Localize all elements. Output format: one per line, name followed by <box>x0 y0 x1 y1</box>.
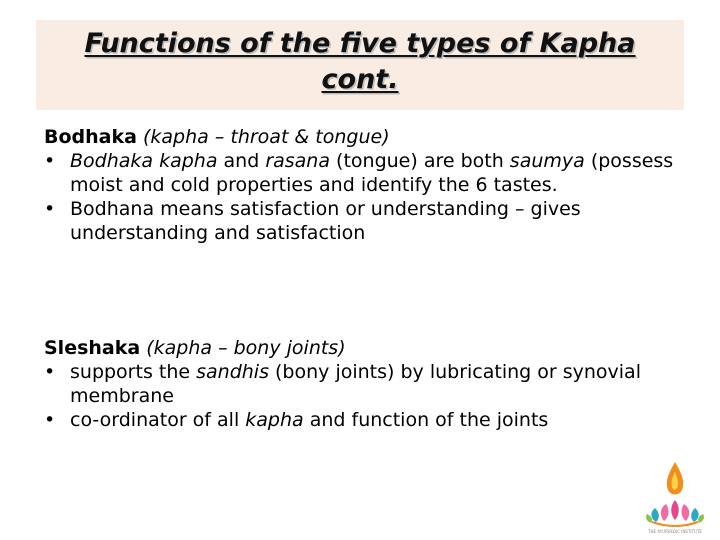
bullet-item: • co-ordinator of all kapha and function of the joints <box>44 409 549 431</box>
section-heading <box>44 336 684 360</box>
heading-detail: (kapha – bony joints) <box>140 337 346 359</box>
bullet-item: • Bodhaka kapha and rasana (tongue) are both saumya (possess moist and cold properties and identify the 6 tastes. <box>44 150 674 196</box>
bullet-dot: • <box>44 361 56 383</box>
bullet-item: • Bodhana means satisfaction or understanding – gives understanding and satisfaction <box>44 198 581 244</box>
bullet-dot: • <box>44 150 56 172</box>
heading-term: Bodhaka <box>44 126 137 148</box>
bullet-dot: • <box>44 409 56 431</box>
section-sleshaka <box>44 336 684 432</box>
slide-title-line-1: Functions of the five types of Kapha <box>84 28 636 59</box>
heading-term: Sleshaka <box>44 337 141 359</box>
section-bodhaka <box>44 125 684 245</box>
section-heading <box>44 125 684 149</box>
slide-title-line-2: cont. <box>321 64 399 95</box>
heading-detail: (kapha – throat & tongue) <box>136 126 390 148</box>
slide-title <box>36 26 684 98</box>
bullet-dot: • <box>44 198 56 220</box>
bullet-item: • supports the sandhis (bony joints) by lubricating or synovial membrane <box>44 361 641 407</box>
diya-lotus-logo-icon <box>642 460 708 536</box>
logo-caption: THE AYURVEDIC INSTITUTE <box>648 529 702 534</box>
